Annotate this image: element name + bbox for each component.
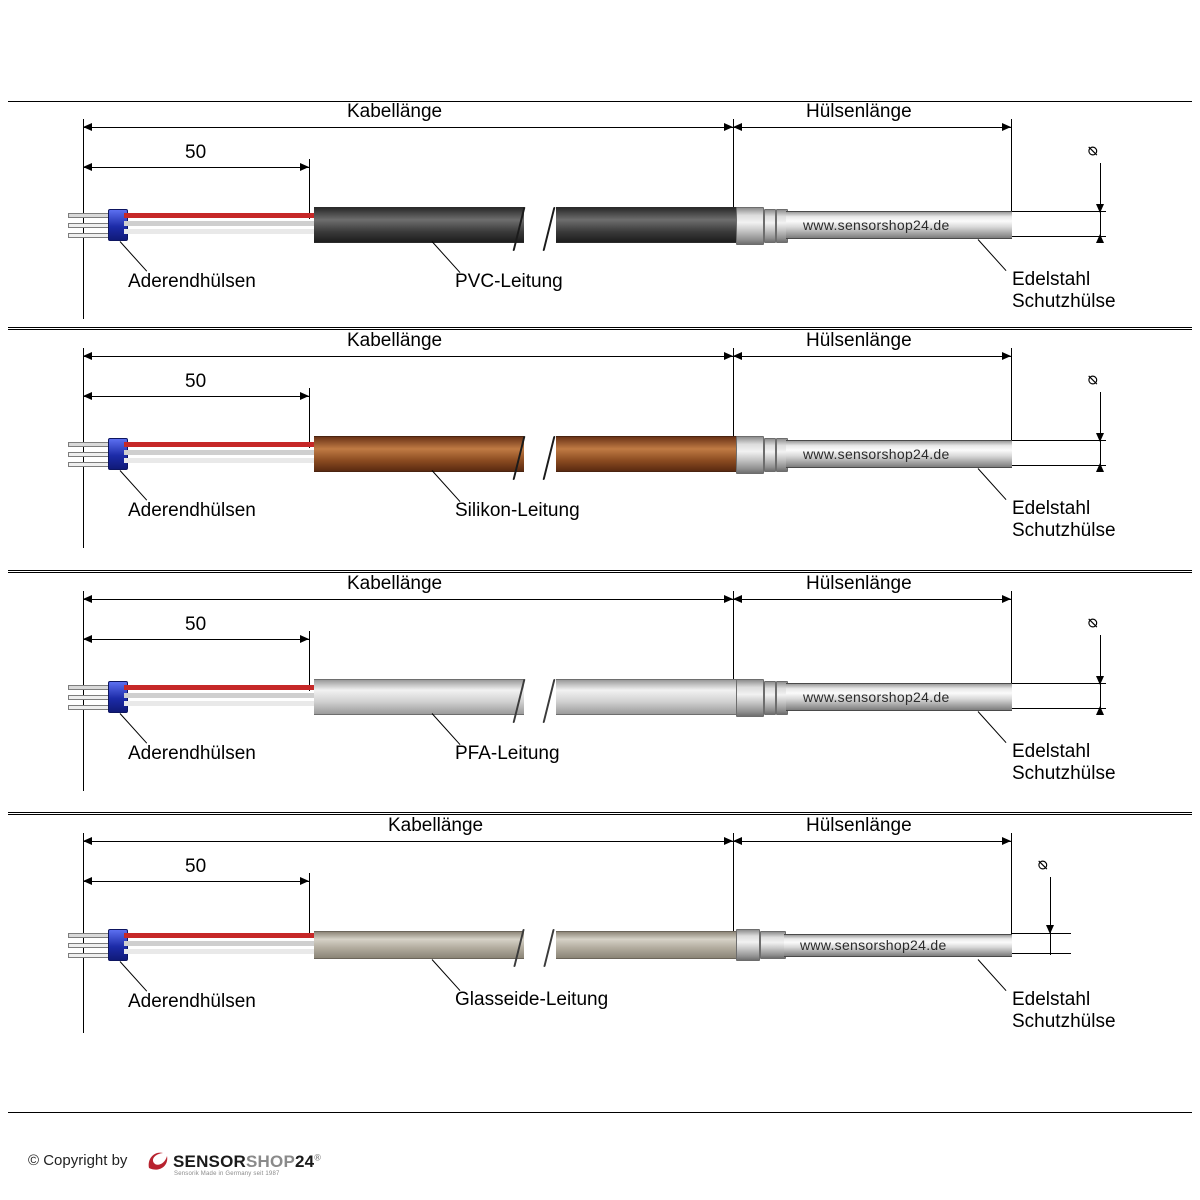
diameter-symbol: ⌀ xyxy=(1032,859,1052,871)
cable-segment-left xyxy=(314,436,524,472)
diam-dim-line xyxy=(1050,877,1051,955)
dim-50-label: 50 xyxy=(185,614,207,635)
dim-cable-label: Kabellänge xyxy=(388,815,484,836)
dim-sleeve-arrow-left xyxy=(733,123,742,131)
divider-bottom xyxy=(8,1112,1192,1113)
callout-sleeve-line1: Edelstahl xyxy=(1012,498,1091,519)
callout-leader-cable xyxy=(432,241,461,273)
ext-line-left xyxy=(83,591,84,791)
diameter-symbol: ⌀ xyxy=(1082,617,1102,629)
wire-red xyxy=(124,933,314,938)
diam-arrow-down xyxy=(1096,204,1104,213)
dim-sleeve-arrow-right xyxy=(1002,837,1011,845)
callout-ferrules: Aderendhülsen xyxy=(128,991,256,1012)
diam-ext-top xyxy=(1011,683,1106,684)
panel-glasseide xyxy=(0,815,1200,1060)
dim-cable-label: Kabellänge xyxy=(347,101,443,122)
callout-leader-ferrules xyxy=(120,470,148,500)
callout-cable: Silikon-Leitung xyxy=(455,500,580,521)
dim-50-arrow-right xyxy=(300,877,309,885)
ext-line-right xyxy=(1011,119,1012,219)
dim-50-arrow-right xyxy=(300,163,309,171)
callout-sleeve-line2: Schutzhülse xyxy=(1012,763,1116,784)
dim-cable-label: Kabellänge xyxy=(347,573,443,594)
dim-cable-arrow-left xyxy=(83,123,92,131)
ext-line-50 xyxy=(309,873,310,933)
callout-cable: PFA-Leitung xyxy=(455,743,560,764)
diam-dim-line xyxy=(1100,163,1101,243)
callout-sleeve-line2: Schutzhülse xyxy=(1012,520,1116,541)
sleeve-band-2 xyxy=(764,209,776,243)
diam-ext-top xyxy=(1011,933,1071,934)
ext-line-50 xyxy=(309,159,310,219)
dim-50-line xyxy=(83,881,309,882)
dim-sleeve-line xyxy=(733,599,1011,600)
callout-sleeve-line2: Schutzhülse xyxy=(1012,291,1116,312)
callout-ferrules: Aderendhülsen xyxy=(128,271,256,292)
dim-50-arrow-right xyxy=(300,392,309,400)
callout-leader-sleeve xyxy=(978,711,1007,743)
callout-leader-sleeve xyxy=(978,468,1007,500)
dim-cable-line xyxy=(83,841,733,842)
dim-cable-arrow-left xyxy=(83,352,92,360)
dim-50-arrow-left xyxy=(83,163,92,171)
logo-number: 24 xyxy=(294,1152,315,1171)
sleeve-band-2 xyxy=(764,438,776,472)
cable-segment-right xyxy=(556,931,740,959)
diam-ext-top xyxy=(1011,211,1106,212)
cable-segment-right xyxy=(556,207,740,243)
diam-arrow-up xyxy=(1096,463,1104,472)
dim-cable-line xyxy=(83,599,733,600)
cable-segment-left xyxy=(314,679,524,715)
callout-leader-sleeve xyxy=(978,239,1007,271)
sleeve-print: www.sensorshop24.de xyxy=(800,937,947,953)
diam-arrow-down xyxy=(1096,676,1104,685)
cable-segment-left xyxy=(314,207,524,243)
dim-sleeve-arrow-left xyxy=(733,837,742,845)
diam-arrow-down xyxy=(1046,925,1054,934)
dim-cable-arrow-left xyxy=(83,837,92,845)
dim-50-arrow-left xyxy=(83,392,92,400)
dim-cable-arrow-right xyxy=(724,352,733,360)
dim-cable-arrow-left xyxy=(83,595,92,603)
logo-registered-mark: ® xyxy=(314,1152,322,1163)
dim-sleeve-label: Hülsenlänge xyxy=(806,330,912,351)
dim-sleeve-arrow-left xyxy=(733,352,742,360)
callout-leader-cable xyxy=(432,470,461,502)
diameter-symbol: ⌀ xyxy=(1082,145,1102,157)
dim-cable-line xyxy=(83,356,733,357)
callout-leader-ferrules xyxy=(120,961,148,991)
sensorshop24-logo[interactable] xyxy=(145,1146,375,1180)
copyright-text: © Copyright by xyxy=(28,1152,128,1169)
wire-red xyxy=(124,442,314,447)
logo-tagline: Sensorik Made in Germany seit 1987 xyxy=(174,1171,280,1177)
sleeve-band-1 xyxy=(736,679,764,717)
callout-cable: Glasseide-Leitung xyxy=(455,989,609,1010)
diam-ext-bot xyxy=(1011,465,1106,466)
diam-dim-line xyxy=(1100,635,1101,715)
dim-cable-label: Kabellänge xyxy=(347,330,443,351)
callout-leader-cable xyxy=(432,713,461,745)
dim-cable-arrow-right xyxy=(724,837,733,845)
callout-ferrules: Aderendhülsen xyxy=(128,743,256,764)
sleeve-band-2 xyxy=(760,931,786,959)
logo-suffix: SHOP xyxy=(246,1152,295,1171)
diam-dim-line xyxy=(1100,392,1101,472)
wire-white-1 xyxy=(124,221,314,226)
callout-ferrules: Aderendhülsen xyxy=(128,500,256,521)
diameter-symbol: ⌀ xyxy=(1082,374,1102,386)
ext-line-50 xyxy=(309,388,310,448)
dim-sleeve-arrow-right xyxy=(1002,595,1011,603)
ext-line-right xyxy=(1011,591,1012,691)
dim-cable-line xyxy=(83,127,733,128)
cable-segment-right xyxy=(556,679,740,715)
callout-sleeve-line1: Edelstahl xyxy=(1012,989,1091,1010)
wire-white-1 xyxy=(124,693,314,698)
panel-pfa xyxy=(0,573,1200,818)
callout-sleeve-line1: Edelstahl xyxy=(1012,269,1091,290)
panel-pvc xyxy=(0,101,1200,346)
wire-white-2 xyxy=(124,701,314,706)
callout-leader-ferrules xyxy=(120,241,148,271)
dim-50-line xyxy=(83,639,309,640)
diam-arrow-down xyxy=(1096,433,1104,442)
sleeve-band-1 xyxy=(736,436,764,474)
dim-sleeve-label: Hülsenlänge xyxy=(806,101,912,122)
dim-50-line xyxy=(83,396,309,397)
dim-cable-arrow-right xyxy=(724,595,733,603)
wire-red xyxy=(124,685,314,690)
sleeve-print: www.sensorshop24.de xyxy=(803,446,950,462)
dim-sleeve-label: Hülsenlänge xyxy=(806,573,912,594)
ext-line-right xyxy=(1011,348,1012,448)
callout-sleeve-line1: Edelstahl xyxy=(1012,741,1091,762)
dim-sleeve-arrow-right xyxy=(1002,123,1011,131)
logo-prefix: SENSOR xyxy=(173,1152,246,1171)
sleeve-print: www.sensorshop24.de xyxy=(803,217,950,233)
dim-50-arrow-right xyxy=(300,635,309,643)
dim-sleeve-arrow-right xyxy=(1002,352,1011,360)
ext-line-left xyxy=(83,119,84,319)
diam-arrow-up xyxy=(1096,706,1104,715)
dim-sleeve-line xyxy=(733,127,1011,128)
dim-50-arrow-left xyxy=(83,877,92,885)
dim-sleeve-label: Hülsenlänge xyxy=(806,815,912,836)
ext-line-left xyxy=(83,348,84,548)
dim-sleeve-line xyxy=(733,356,1011,357)
dim-50-label: 50 xyxy=(185,856,207,877)
callout-leader-cable xyxy=(432,959,461,991)
ext-line-50 xyxy=(309,631,310,691)
callout-sleeve-line2: Schutzhülse xyxy=(1012,1011,1116,1032)
diam-arrow-up xyxy=(1096,234,1104,243)
dim-50-arrow-left xyxy=(83,635,92,643)
dim-50-label: 50 xyxy=(185,371,207,392)
wire-red xyxy=(124,213,314,218)
logo-mark-icon xyxy=(145,1148,171,1174)
sleeve-band-1 xyxy=(736,929,760,961)
cable-segment-right xyxy=(556,436,740,472)
diam-ext-bot xyxy=(1011,708,1106,709)
dim-cable-arrow-right xyxy=(724,123,733,131)
wire-white-2 xyxy=(124,458,314,463)
callout-cable: PVC-Leitung xyxy=(455,271,563,292)
ext-line-right xyxy=(1011,833,1012,933)
wire-white-2 xyxy=(124,949,314,954)
dim-sleeve-arrow-left xyxy=(733,595,742,603)
dim-50-label: 50 xyxy=(185,142,207,163)
sleeve-print: www.sensorshop24.de xyxy=(803,689,950,705)
dim-sleeve-line xyxy=(733,841,1011,842)
diam-ext-bot xyxy=(1011,236,1106,237)
dim-50-line xyxy=(83,167,309,168)
wire-white-2 xyxy=(124,229,314,234)
diam-ext-bot xyxy=(1011,953,1071,954)
wire-white-1 xyxy=(124,450,314,455)
sleeve-band-2 xyxy=(764,681,776,715)
wire-white-1 xyxy=(124,941,314,946)
cable-segment-left xyxy=(314,931,524,959)
callout-leader-ferrules xyxy=(120,713,148,743)
panel-silikon xyxy=(0,330,1200,575)
callout-leader-sleeve xyxy=(978,959,1007,991)
diam-ext-top xyxy=(1011,440,1106,441)
sleeve-band-1 xyxy=(736,207,764,245)
